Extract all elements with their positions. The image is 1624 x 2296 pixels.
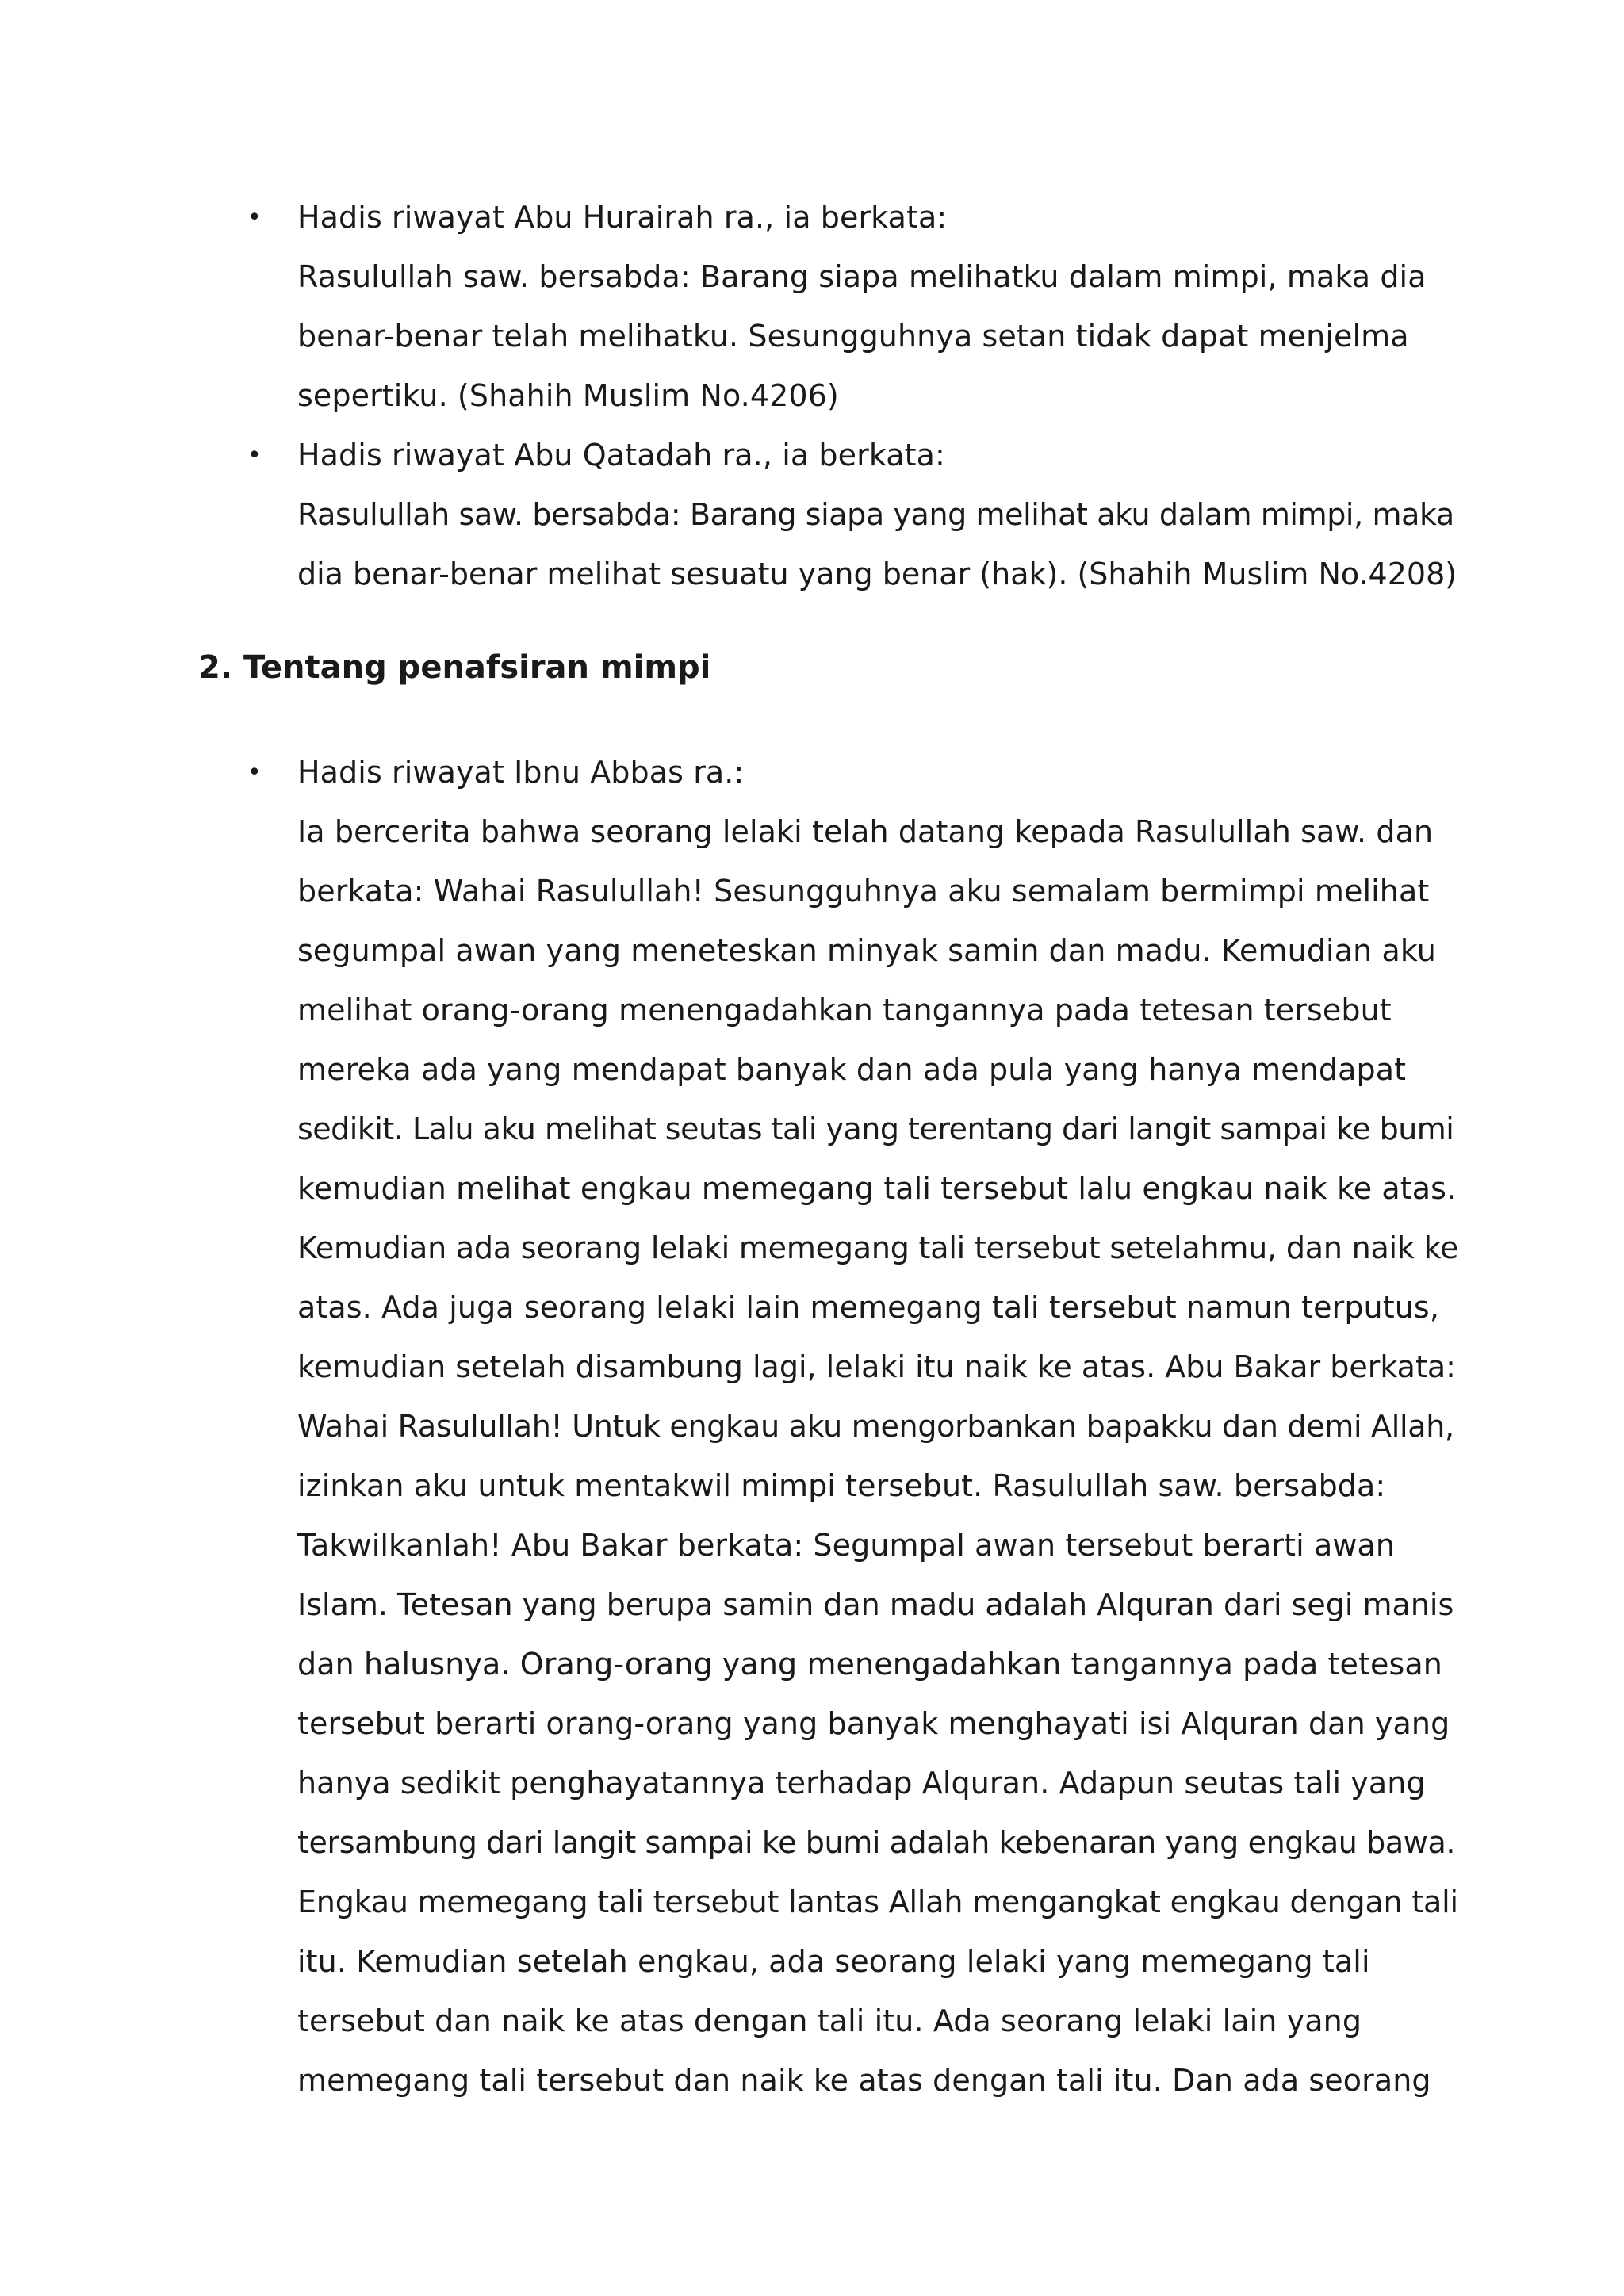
list-item-title: Hadis riwayat Abu Qatadah ra., ia berkata: bbox=[297, 438, 945, 473]
text-line: Ia bercerita bahwa seorang lelaki telah datang kepada Rasulullah saw. dan bbox=[297, 814, 1434, 849]
text-line: Rasulullah saw. bersabda: Barang siapa yang melihat aku dalam mimpi, maka bbox=[297, 497, 1454, 532]
text-line: berkata: Wahai Rasulullah! Sesungguhnya aku semalam bermimpi melihat bbox=[297, 874, 1430, 909]
bullet-icon: • bbox=[247, 442, 262, 469]
list-item bbox=[238, 426, 1459, 604]
text-line: dia benar-benar melihat sesuatu yang benar (hak). (Shahih Muslim No.4208) bbox=[297, 557, 1457, 591]
text-line: itu. Kemudian setelah engkau, ada seorang lelaki yang memegang tali bbox=[297, 1944, 1370, 1979]
bullet-icon: • bbox=[247, 759, 262, 786]
text-line: atas. Ada juga seorang lelaki lain memegang tali tersebut namun terputus, bbox=[297, 1290, 1439, 1325]
text-line: Takwilkanlah! Abu Bakar berkata: Segumpal awan tersebut berarti awan bbox=[297, 1528, 1396, 1563]
list-item bbox=[238, 188, 1459, 426]
text-line: kemudian melihat engkau memegang tali tersebut lalu engkau naik ke atas. bbox=[297, 1171, 1457, 1206]
text-line: izinkan aku untuk mentakwil mimpi tersebut. Rasulullah saw. bersabda: bbox=[297, 1468, 1386, 1503]
text-line: Kemudian ada seorang lelaki memegang tali tersebut setelahmu, dan naik ke bbox=[297, 1230, 1459, 1265]
text-line: sedikit. Lalu aku melihat seutas tali yang terentang dari langit sampai ke bumi bbox=[297, 1112, 1454, 1146]
list-item bbox=[238, 743, 1459, 2110]
text-line: dan halusnya. Orang-orang yang menengadahkan tangannya pada tetesan bbox=[297, 1647, 1442, 1682]
text-line: Engkau memegang tali tersebut lantas Allah mengangkat engkau dengan tali bbox=[297, 1885, 1458, 1919]
text-line: tersebut dan naik ke atas dengan tali itu. Ada seorang lelaki lain yang bbox=[297, 2003, 1362, 2038]
bullet-icon: • bbox=[247, 204, 262, 232]
text-line: tersebut berarti orang-orang yang banyak menghayati isi Alquran dan yang bbox=[297, 1706, 1450, 1741]
text-line: Rasulullah saw. bersabda: Barang siapa melihatku dalam mimpi, maka dia bbox=[297, 259, 1427, 294]
text-line: tersambung dari langit sampai ke bumi adalah kebenaran yang engkau bawa. bbox=[297, 1825, 1456, 1860]
text-line: Islam. Tetesan yang berupa samin dan madu adalah Alquran dari segi manis bbox=[297, 1587, 1454, 1622]
text-line: kemudian setelah disambung lagi, lelaki itu naik ke atas. Abu Bakar berkata: bbox=[297, 1349, 1456, 1384]
text-line: segumpal awan yang meneteskan minyak samin dan madu. Kemudian aku bbox=[297, 933, 1436, 968]
hadith-list-dream-interpretation bbox=[238, 743, 1459, 2110]
text-line: benar-benar telah melihatku. Sesungguhnya setan tidak dapat menjelma bbox=[297, 319, 1409, 354]
list-item-title: Hadis riwayat Abu Hurairah ra., ia berkata: bbox=[297, 200, 948, 235]
section-heading: 2. Tentang penafsiran mimpi bbox=[198, 649, 711, 686]
list-item-title: Hadis riwayat Ibnu Abbas ra.: bbox=[297, 755, 745, 790]
text-line: mereka ada yang mendapat banyak dan ada pula yang hanya mendapat bbox=[297, 1052, 1407, 1087]
text-line: sepertiku. (Shahih Muslim No.4206) bbox=[297, 378, 839, 413]
text-line: memegang tali tersebut dan naik ke atas dengan tali itu. Dan ada seorang bbox=[297, 2063, 1431, 2098]
text-line: Wahai Rasulullah! Untuk engkau aku mengorbankan bapakku dan demi Allah, bbox=[297, 1409, 1454, 1444]
text-line: hanya sedikit penghayatannya terhadap Alquran. Adapun seutas tali yang bbox=[297, 1766, 1426, 1800]
hadith-list-dream-seeing-prophet bbox=[238, 188, 1459, 604]
text-line: melihat orang-orang menengadahkan tangannya pada tetesan tersebut bbox=[297, 993, 1392, 1027]
